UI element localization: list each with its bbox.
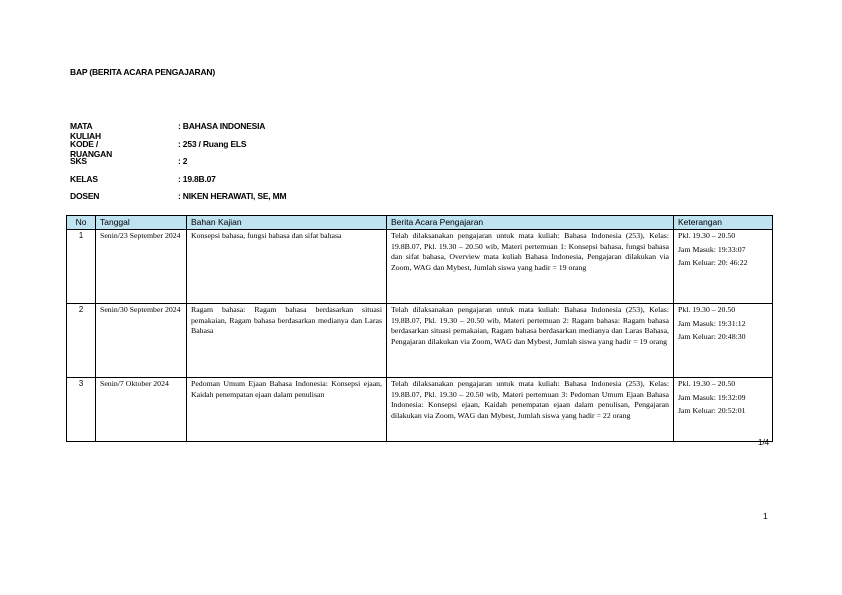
row-topic: Ragam bahasa: Ragam bahasa berdasarkan situasi pemakaian, Ragam bahasa berdasarkan medianya dan Laras Bahasa xyxy=(187,304,387,378)
info-value: : 2 xyxy=(178,156,188,166)
info-value: : 253 / Ruang ELS xyxy=(178,138,247,149)
row-topic: Pedoman Umum Ejaan Bahasa Indonesia: Konsepsi ejaan, Kaidah penempatan ejaan dalam penulisan xyxy=(187,378,387,442)
row-topic: Konsepsi bahasa, fungsi bahasa dan sifat bahasa xyxy=(187,230,387,304)
check-in-time: Jam Masuk: 19:33:07 xyxy=(678,244,746,254)
header-bahan-kajian: Bahan Kajian xyxy=(187,216,387,230)
row-number: 1 xyxy=(67,230,96,304)
check-out-time: Jam Keluar: 20: 46:22 xyxy=(678,258,748,268)
schedule-time: Pkl. 19.30 – 20.50 xyxy=(678,305,736,314)
table-header-row xyxy=(67,216,773,230)
row-report: Telah dilaksanakan pengajaran untuk mata kuliah: Bahasa Indonesia (253), Kelas: 19.8B.07, Pkl. 19.30 – 20.50 wib, Materi pertemuan 3: Pedoman Umum Ejaan Bahasa Indonesia: Konsepsi ejaan, Kaidah penempatan ejaan dalam penulisan, Pengajaran dilakukan via Zoom, WAG dan Mybest, Jumlah siswa yang hadir = 22 orang xyxy=(387,378,674,442)
info-label: SKS xyxy=(70,156,87,166)
table-row xyxy=(67,378,773,442)
document-title: BAP (BERITA ACARA PENGAJARAN) xyxy=(70,67,216,77)
page-fraction: 1/4 xyxy=(758,438,770,447)
schedule-time: Pkl. 19.30 – 20.50 xyxy=(678,379,736,388)
check-in-time: Jam Masuk: 19:31:12 xyxy=(678,318,746,328)
row-report: Telah dilaksanakan pengajaran untuk mata kuliah: Bahasa Indonesia (253), Kelas: 19.8B.07, Pkl. 19.30 – 20.50 wib, Materi pertemuan 1: Konsepsi bahasa, fungsi bahasa dan sifat bahasa, Overview mata kuliah Bahasa Indonesia, Pengajaran dilakukan via Zoom, WAG dan Mybest, Jumlah siswa yang hadir = 19 orang xyxy=(387,230,674,304)
row-report: Telah dilaksanakan pengajaran untuk mata kuliah: Bahasa Indonesia (253), Kelas: 19.8B.07, Pkl. 19.30 – 20.50 wib, Materi pertemuan 2: Ragam bahasa: Ragam bahasa berdasarkan situasi pemakaian, Ragam bahasa berdasarkan medianya dan Laras Bahasa, Pengajaran dilakukan via Zoom, WAG dan Mybest, Jumlah siswa yang hadir = 19 orang xyxy=(387,304,674,378)
row-number: 3 xyxy=(67,378,96,442)
row-date: Senin/23 September 2024 xyxy=(96,230,187,304)
info-value: : 19.8B.07 xyxy=(178,173,216,184)
check-out-time: Jam Keluar: 20:52:01 xyxy=(678,406,746,416)
info-label: KODE / RUANGAN xyxy=(70,138,113,159)
row-date: Senin/30 September 2024 xyxy=(96,304,187,378)
header-tanggal: Tanggal xyxy=(96,216,187,230)
check-out-time: Jam Keluar: 20:48:30 xyxy=(678,332,746,342)
info-label: MATA KULIAH xyxy=(70,121,101,141)
row-notes xyxy=(674,230,773,304)
page-number: 1 xyxy=(763,511,768,521)
schedule-time: Pkl. 19.30 – 20.50 xyxy=(678,231,736,240)
table-row xyxy=(67,230,773,304)
header-berita-acara: Berita Acara Pengajaran xyxy=(387,216,674,230)
info-label: DOSEN xyxy=(70,191,100,201)
table-row xyxy=(67,304,773,378)
row-date: Senin/7 Oktober 2024 xyxy=(96,378,187,442)
row-notes xyxy=(674,378,773,442)
row-notes xyxy=(674,304,773,378)
row-number: 2 xyxy=(67,304,96,378)
check-in-time: Jam Masuk: 19:32:09 xyxy=(678,392,746,402)
teaching-report-table xyxy=(66,215,773,442)
info-value: : BAHASA INDONESIA xyxy=(178,121,266,131)
info-value: : NIKEN HERAWATI, SE, MM xyxy=(178,191,287,201)
info-label: KELAS xyxy=(70,173,98,184)
header-no: No xyxy=(67,216,96,230)
header-keterangan: Keterangan xyxy=(674,216,773,230)
